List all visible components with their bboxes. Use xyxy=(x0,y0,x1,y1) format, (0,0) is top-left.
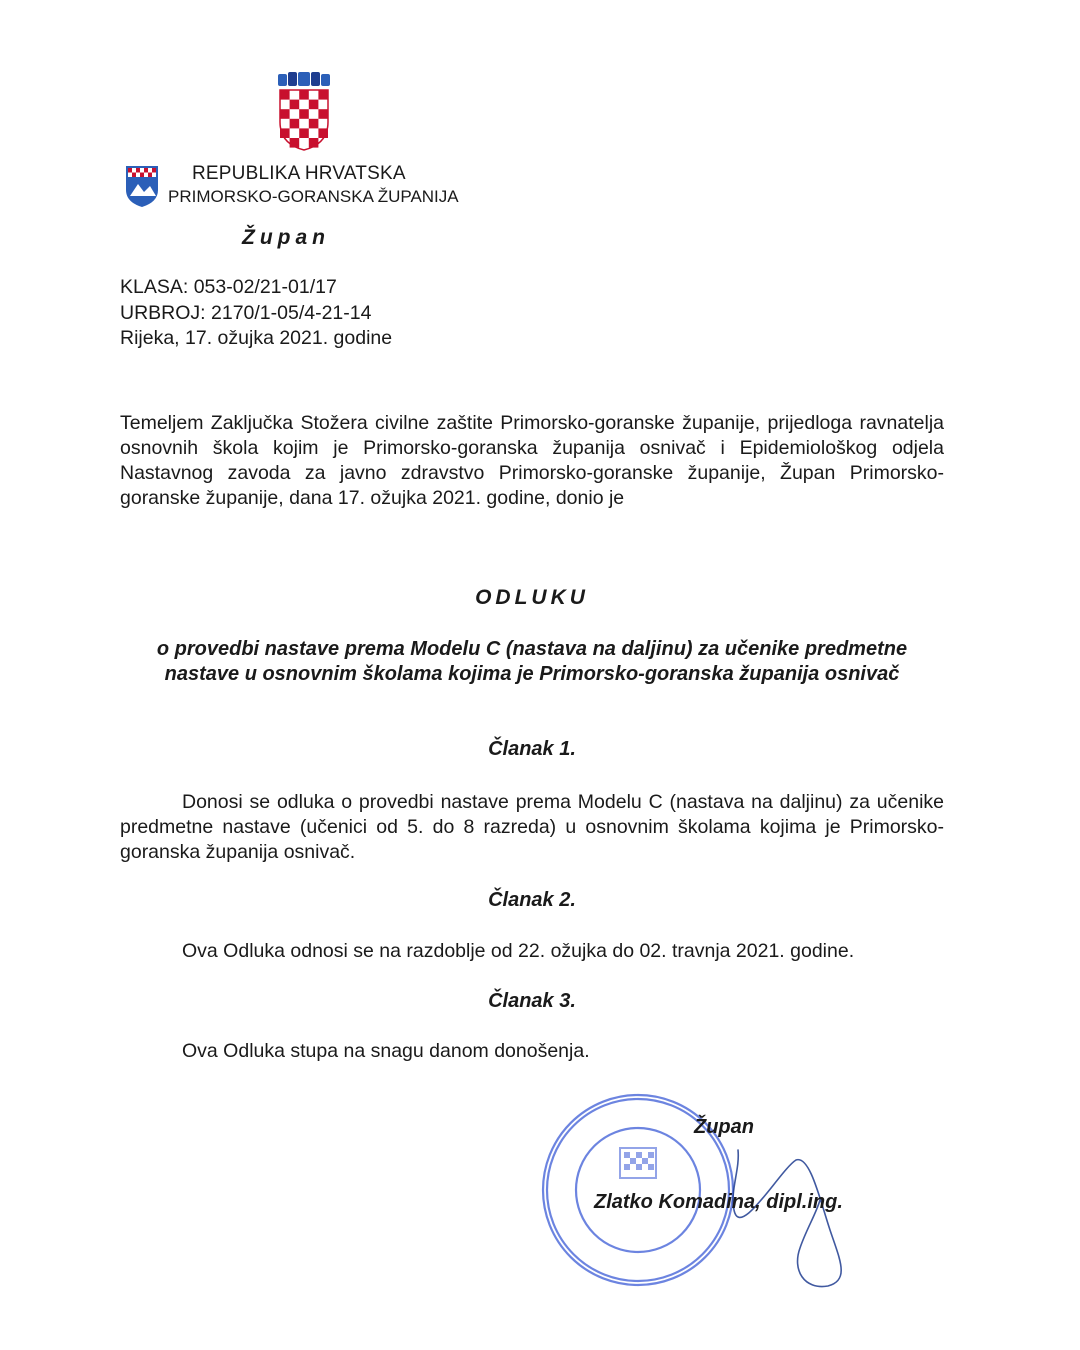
county-coat-of-arms-icon xyxy=(124,164,160,208)
place-date: Rijeka, 17. ožujka 2021. godine xyxy=(120,327,393,349)
croatian-coat-of-arms-icon xyxy=(276,72,332,152)
office-title: Župan xyxy=(242,226,330,249)
decision-subtitle xyxy=(120,637,944,687)
article-1-text: Donosi se odluka o provedbi nastave prema Modelu C (nastava na daljinu) za učenike predmetne nastave (učenici od 5. do 8 razreda) u osnovnim školama kojima je Primorsko-goranska županija osnivač. xyxy=(120,791,944,863)
preamble: Temeljem Zaključka Stožera civilne zaštite Primorsko-goranske županije, prijedloga ravnatelja osnovnih škola kojim je Primorsko-goranska županija osnivač i Epidemiološkog odjela Nastavnog zavoda za javno zdravstvo Primorsko-goranske županije, Župan Primorsko-goranske županije, dana 17. ožujka 2021. godine, donio je xyxy=(120,412,944,509)
article-2-text: Ova Odluka odnosi se na razdoblje od 22. ožujka do 02. travnja 2021. godine. xyxy=(182,940,855,962)
klasa: KLASA: 053-02/21-01/17 xyxy=(120,276,337,298)
article-3-text: Ova Odluka stupa na snagu danom donošenja. xyxy=(182,1040,590,1062)
county-name: PRIMORSKO-GORANSKA ŽUPANIJA xyxy=(168,187,459,206)
article-2-heading: Članak 2. xyxy=(488,889,576,911)
article-3-heading: Članak 3. xyxy=(488,990,576,1012)
decision-subtitle-line1: o provedbi nastave prema Modelu C (nastava na daljinu) za učenike predmetne xyxy=(156,638,908,660)
signatory-name: Zlatko Komadina, dipl.ing. xyxy=(594,1191,843,1213)
country-name: REPUBLIKA HRVATSKA xyxy=(192,163,406,184)
decision-subtitle-line2: nastave u osnovnim školama kojima je Primorsko-goranska županija osnivač xyxy=(164,663,900,685)
handwritten-signature xyxy=(700,1130,870,1300)
article-1-heading: Članak 1. xyxy=(488,738,576,760)
urbroj: URBROJ: 2170/1-05/4-21-14 xyxy=(120,302,372,324)
decision-title: ODLUKU xyxy=(475,586,589,609)
signatory-title: Župan xyxy=(694,1116,754,1138)
